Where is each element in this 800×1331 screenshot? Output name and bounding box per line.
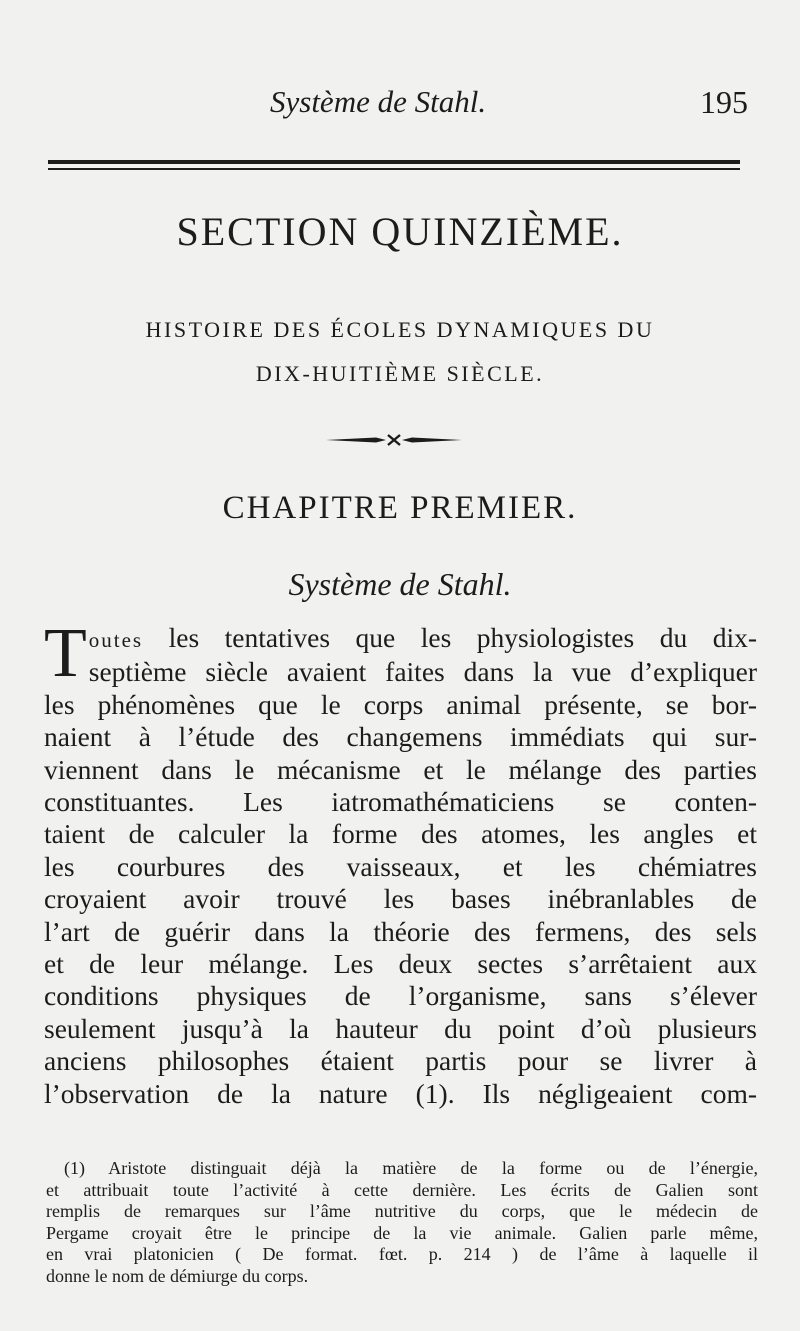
running-head-title: Système de Stahl.	[270, 84, 487, 119]
body-line: septième siècle avaient faites dans la vue d’expliquer	[88, 656, 757, 688]
body-line: viennent dans le mécanisme et le mélange des parties	[44, 753, 757, 785]
running-head	[48, 84, 752, 124]
body-line: l’observation de la nature (1). Ils négligeaient com-	[44, 1077, 757, 1109]
body-paragraph	[44, 615, 757, 1110]
footnote-line: en vrai platonicien ( De format. fœt. p. 214 ) de l’âme à laquelle il	[46, 1244, 758, 1265]
first-word-smallcaps: outes	[88, 628, 144, 652]
footnote-line: et attribuait toute l’activité à cette dernière. Les écrits de Galien sont	[46, 1179, 758, 1200]
subtitle-line: HISTOIRE DES ÉCOLES DYNAMIQUES DU	[145, 317, 655, 342]
footnote-line: (1) Aristote distinguait déjà la matière de la forme ou de l’énergie,	[64, 1158, 758, 1178]
body-line: conditions physiques de l’organisme, sans s’élever	[44, 980, 757, 1012]
chapter-subtitle: Système de Stahl.	[288, 566, 512, 602]
footnote-line: remplis de remarques sur l’âme nutritive du corps, que le médecin de	[46, 1201, 758, 1222]
body-line: naient à l’étude des changemens immédiats qui sur-	[44, 721, 757, 753]
ornament-divider	[324, 432, 464, 448]
body-line: l’art de guérir dans la théorie des fermens, des sels	[44, 915, 757, 947]
footnote	[46, 1158, 758, 1288]
body-line: seulement jusqu’à la hauteur du point d’où plusieurs	[44, 1012, 757, 1044]
header-rule-thick	[48, 160, 740, 164]
body-line: croyaient avoir trouvé les bases inébranlables de	[44, 883, 757, 915]
page-number: 195	[700, 84, 748, 120]
body-line: constituantes. Les iatromathématiciens se conten-	[44, 786, 757, 818]
body-line: taient de calculer la forme des atomes, les angles et	[44, 818, 757, 850]
body-line: et de leur mélange. Les deux sectes s’arrêtaient aux	[44, 948, 757, 980]
footnote-line: Pergame croyait être le principe de la vie animale. Galien parle même,	[46, 1222, 758, 1243]
subtitle-line: DIX-HUITIÈME SIÈCLE.	[255, 361, 545, 386]
body-line: les phénomènes que le corps animal présente, se bor-	[44, 688, 757, 720]
footnote-line: donne le nom de démiurge du corps.	[46, 1265, 309, 1286]
section-subtitle	[44, 308, 756, 396]
chapter-title: CHAPITRE PREMIER.	[222, 490, 578, 526]
body-line: anciens philosophes étaient partis pour se livrer à	[44, 1045, 757, 1077]
section-title: SECTION QUINZIÈME.	[176, 209, 624, 254]
header-rule-thin	[48, 168, 740, 170]
drop-cap: T	[44, 615, 87, 692]
body-line	[44, 622, 757, 656]
first-line-text: les tentatives que les physiologistes du dix-	[143, 622, 757, 653]
body-line: les courbures des vaisseaux, et les chémiatres	[44, 850, 757, 882]
